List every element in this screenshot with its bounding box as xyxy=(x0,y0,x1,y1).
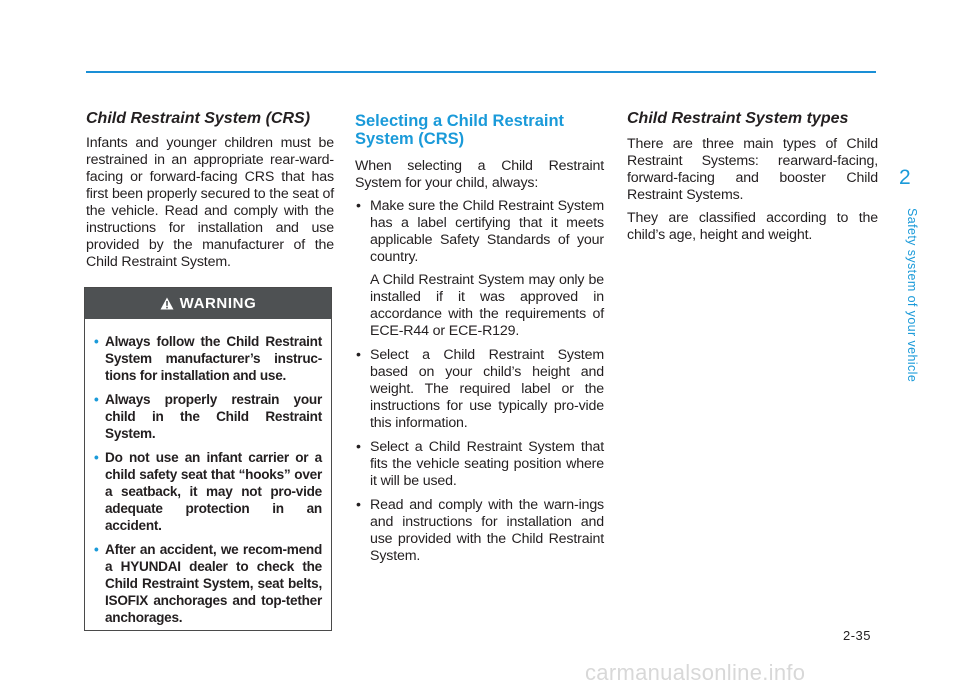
bullet-icon: • xyxy=(356,497,361,513)
bullet-icon: • xyxy=(94,334,99,349)
column-3 xyxy=(627,110,878,250)
section-heading-types: Child Restraint System types xyxy=(627,110,849,127)
section-heading-selecting: Selecting a Child Restraint System (CRS) xyxy=(355,112,565,148)
chapter-number: 2 xyxy=(899,166,911,189)
selecting-bullets xyxy=(355,198,604,565)
watermark: carmanualsonline.info xyxy=(585,660,806,685)
bullet-icon: • xyxy=(94,392,99,407)
header-rule xyxy=(86,71,876,73)
warning-title: WARNING xyxy=(179,295,257,312)
bullet-icon: • xyxy=(356,198,361,214)
types-paragraph-1: There are three main types of Child Restraint Systems: rearward-facing, forward-facing and booster Child Restraint Systems. xyxy=(627,136,878,203)
section-heading-crs: Child Restraint System (CRS) xyxy=(86,110,311,127)
column-2 xyxy=(355,112,604,572)
bullet-icon: • xyxy=(94,450,99,465)
list-item-note: A Child Restraint System may only be installed if it was approved in accordance with the requirements of ECE-R44 or ECE-R129. xyxy=(370,272,604,339)
list-item: • Read and comply with the warn-ings and instructions for installation and use provided with the Child Restraint System. xyxy=(356,497,604,564)
list-item: • Make sure the Child Restraint System has a label certifying that it meets applicable Safety Standards of your country. A Child Restraint System may only be installed if it was approved in accordance with the requirements of ECE-R44 or ECE-R129. xyxy=(356,198,604,339)
bullet-icon: • xyxy=(356,439,361,455)
warning-triangle-icon xyxy=(160,297,174,310)
selecting-intro: When selecting a Child Restraint System for your child, always: xyxy=(355,158,604,191)
warning-item: • Do not use an infant carrier or a child safety seat that “hooks” over a seatback, it may not pro-vide adequate protection in an accident. xyxy=(94,450,322,533)
crs-paragraph: Infants and younger children must be restrained in an appropriate rear-ward-facing or forward-facing CRS that has first been properly secured to the seat of the vehicle. Read and comply with the instructions for installation and use provided by the manufacturer of the Child Restraint System. xyxy=(86,135,334,270)
warning-box xyxy=(84,287,332,631)
list-item: • Select a Child Restraint System based on your child’s height and weight. The required label or the instructions for use typically pro-vide this information. xyxy=(356,347,604,431)
warning-item: • Always follow the Child Restraint System manufacturer’s instruc-tions for installation and use. xyxy=(94,334,322,383)
warning-header xyxy=(85,288,331,319)
chapter-label: Safety system of your vehicle xyxy=(905,208,919,383)
bullet-icon: • xyxy=(94,542,99,557)
warning-list xyxy=(85,319,331,626)
warning-item: • Always properly restrain your child in the Child Restraint System. xyxy=(94,392,322,441)
list-item: • Select a Child Restraint System that fits the vehicle seating position where it will be used. xyxy=(356,439,604,489)
bullet-icon: • xyxy=(356,347,361,363)
types-paragraph-2: They are classified according to the child’s age, height and weight. xyxy=(627,210,878,243)
warning-item: • After an accident, we recom-mend a HYUNDAI dealer to check the Child Restraint System, seat belts, ISOFIX anchorages and top-tether anchorages. xyxy=(94,542,322,625)
page-number: 2-35 xyxy=(843,628,872,643)
column-1 xyxy=(86,110,334,277)
